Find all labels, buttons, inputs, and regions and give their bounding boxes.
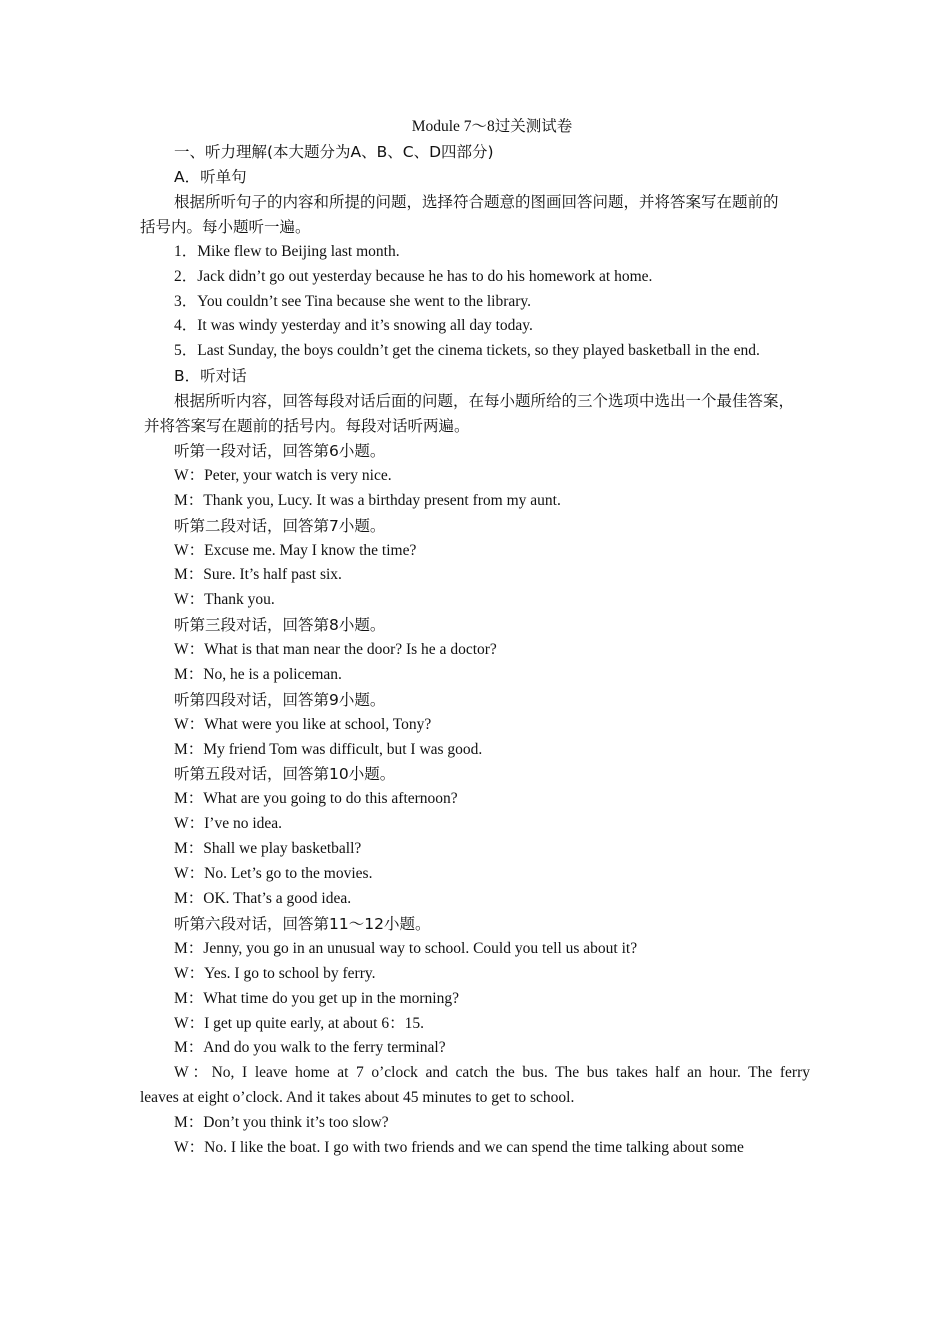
question-item: 4．It was windy yesterday and it’s snowing all day today. bbox=[174, 317, 533, 334]
dialogue-line: M：My friend Tom was difficult, but I was good. bbox=[174, 741, 483, 758]
dialogue-line: W：Yes. I go to school by ferry. bbox=[174, 965, 376, 982]
dialogue-line: W：Thank you. bbox=[174, 591, 275, 608]
dialogue-heading: 听第四段对话，回答第9小题。 bbox=[174, 691, 386, 709]
dialogue-heading: 听第五段对话，回答第10小题。 bbox=[174, 765, 396, 783]
part-a-instructions-cont: 括号内。每小题听一遍。 bbox=[140, 218, 311, 236]
dialogue-heading: 听第一段对话，回答第6小题。 bbox=[174, 442, 386, 460]
part-b-heading: B．听对话 bbox=[174, 367, 247, 385]
dialogue-line: M：And do you walk to the ferry terminal? bbox=[174, 1039, 446, 1056]
dialogue-line: W：What were you like at school, Tony? bbox=[174, 716, 432, 733]
dialogue-line: M：No, he is a policeman. bbox=[174, 666, 342, 683]
question-item: 2．Jack didn’t go out yesterday because he has to do his homework at home. bbox=[174, 268, 653, 285]
dialogue-line: W：What is that man near the door? Is he a doctor? bbox=[174, 641, 497, 658]
dialogue-line: W：I get up quite early, at about 6：15. bbox=[174, 1015, 424, 1032]
dialogue-line: W：No. Let’s go to the movies. bbox=[174, 865, 373, 882]
part-b-instructions: 根据所听内容，回答每段对话后面的问题，在每小题所给的三个选项中选出一个最佳答案， bbox=[174, 392, 795, 410]
dialogue-line: W：Peter, your watch is very nice. bbox=[174, 467, 392, 484]
part-a-instructions: 根据所听句子的内容和所提的问题，选择符合题意的图画回答问题，并将答案写在题前的 bbox=[174, 193, 779, 211]
dialogue-line: W：Excuse me. May I know the time? bbox=[174, 542, 417, 559]
dialogue-line: W：No. I like the boat. I go with two friends and we can spend the time talking about some bbox=[174, 1139, 744, 1156]
dialogue-line: M：Thank you, Lucy. It was a birthday present from my aunt. bbox=[174, 492, 561, 509]
dialogue-line: M：OK. That’s a good idea. bbox=[174, 890, 352, 907]
dialogue-heading: 听第六段对话，回答第11～12小题。 bbox=[174, 915, 431, 933]
part-a-heading: A．听单句 bbox=[174, 168, 247, 186]
question-item: 3．You couldn’t see Tina because she went to the library. bbox=[174, 293, 532, 310]
dialogue-line: M：Shall we play basketball? bbox=[174, 840, 362, 857]
dialogue-line: M：Don’t you think it’s too slow? bbox=[174, 1114, 389, 1131]
part-b-instructions-cont: 并将答案写在题前的括号内。每段对话听两遍。 bbox=[144, 417, 470, 435]
dialogue-heading: 听第三段对话，回答第8小题。 bbox=[174, 616, 386, 634]
question-item: 5．Last Sunday, the boys couldn’t get the cinema tickets, so they played basketball in the end. bbox=[174, 342, 760, 359]
dialogue-line: M：What are you going to do this afternoon? bbox=[174, 790, 458, 807]
dialogue-line: M：Jenny, you go in an unusual way to school. Could you tell us about it? bbox=[174, 940, 638, 957]
dialogue-line: W：I’ve no idea. bbox=[174, 815, 283, 832]
dialogue-line-long: W：No, I leave home at 7 o’clock and catch the bus. The bus takes half an hour. The ferry bbox=[174, 1064, 810, 1081]
question-item: 1．Mike flew to Beijing last month. bbox=[174, 243, 400, 260]
dialogue-heading: 听第二段对话，回答第7小题。 bbox=[174, 517, 386, 535]
section-heading-listening: 一、听力理解(本大题分为A、B、C、D四部分) bbox=[174, 143, 494, 161]
document-title: Module 7～8过关测试卷 bbox=[411, 118, 573, 135]
dialogue-line: M：Sure. It’s half past six. bbox=[174, 566, 342, 583]
dialogue-line: M：What time do you get up in the morning? bbox=[174, 990, 459, 1007]
dialogue-line-long-cont: leaves at eight o’clock. And it takes about 45 minutes to get to school. bbox=[140, 1089, 575, 1106]
